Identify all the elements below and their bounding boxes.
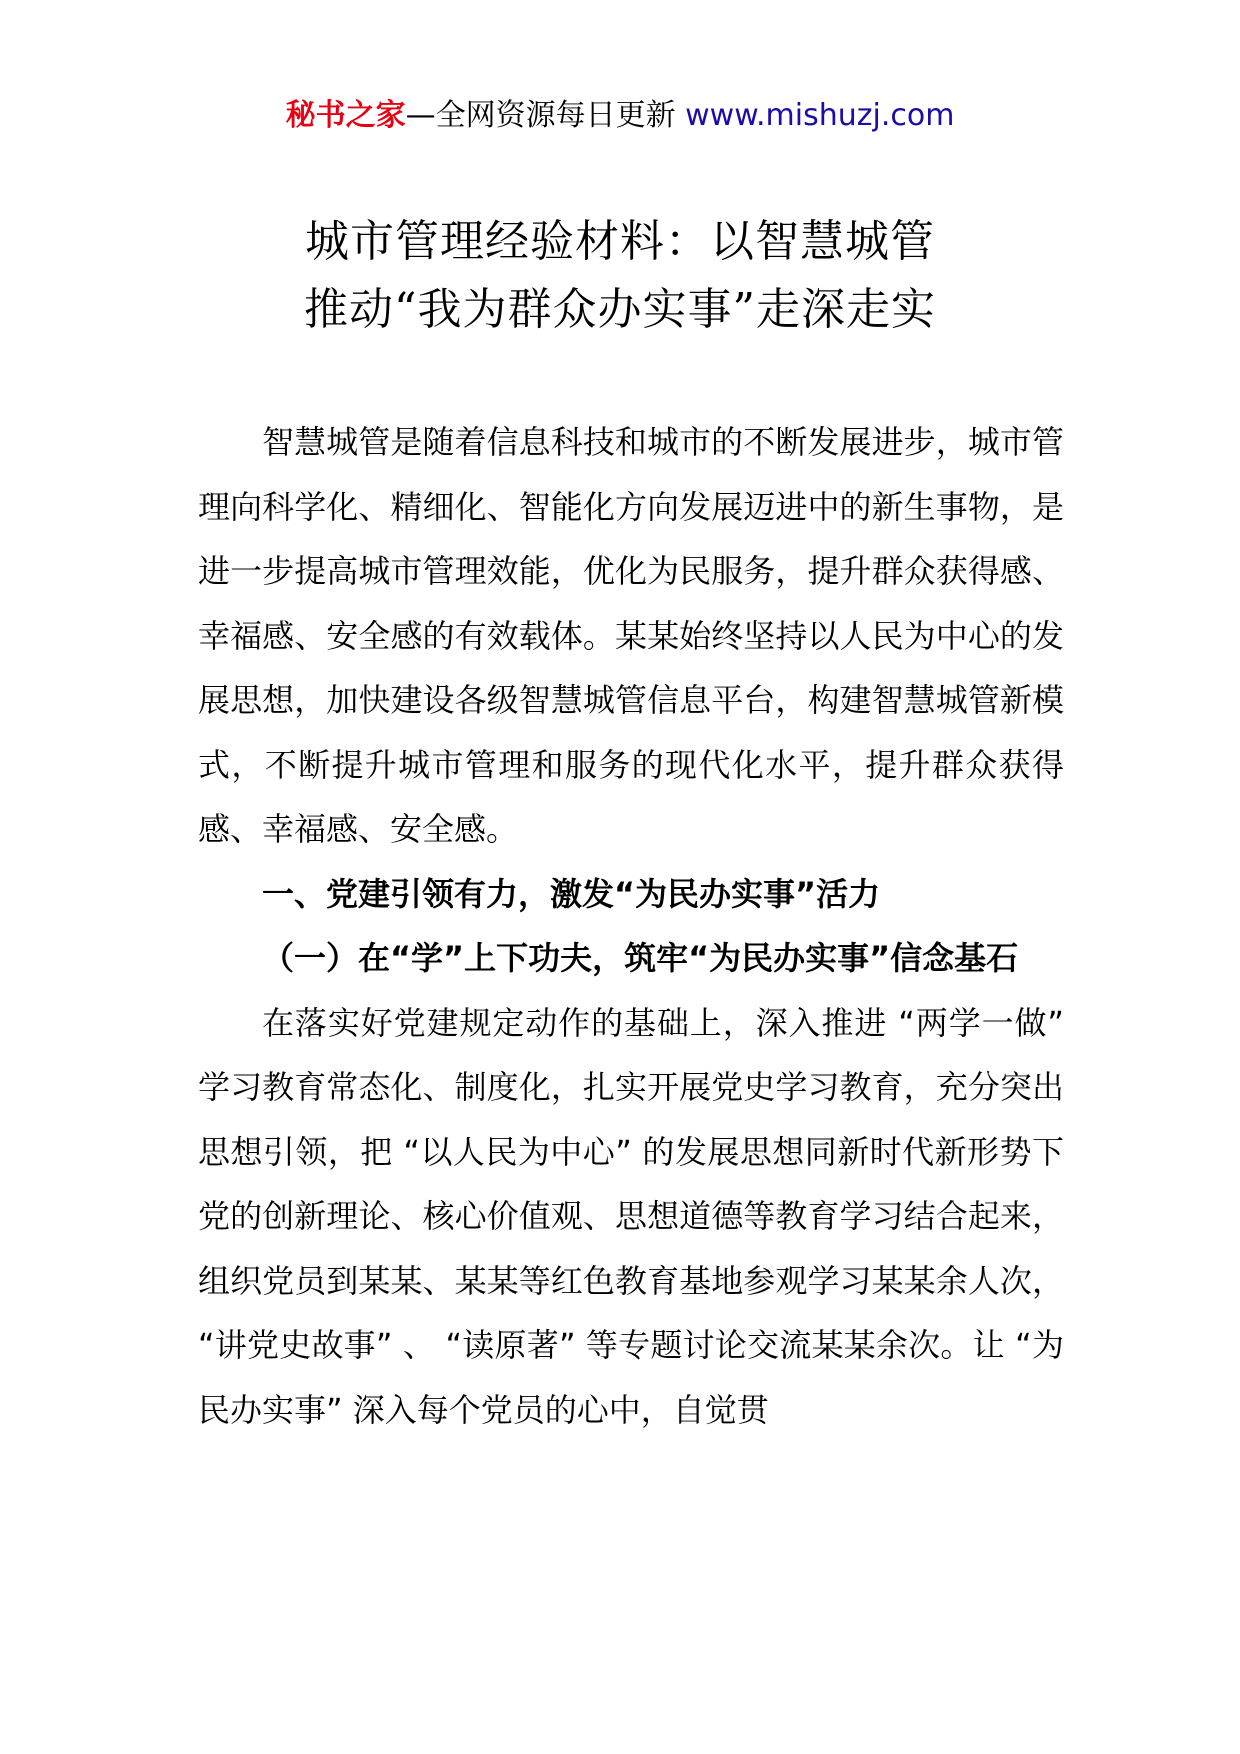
site-tagline: —全网资源每日更新 [405,98,686,133]
section-heading-1: 一、党建引领有力，激发“为民办实事”活力 [262,874,881,913]
title-line-2: 推动“我为群众办实事”走深走实 [304,284,936,335]
site-header [0,96,1240,136]
document-title [0,208,1240,344]
site-url-link[interactable]: www.mishuzj.com [685,98,955,133]
body-paragraph-2: 在落实好党建规定动作的基础上，深入推进 “两学一做” 学习教育常态化、制度化，扎实开展党史学习教育，充分突出思想引领，把 “以人民为中心” 的发展思想同新时代新形势下党的创新理论、核心价值观、思想道德等教育学习结合起来，组织党员到某某、某某等红色教育基地参观学习某某余人次， “讲党史故事” 、 “读原著” 等专题讨论交流某某余次。让 “为民办实事” 深入每个党员的心中，自觉贯 [198,1003,1064,1429]
title-line-1: 城市管理经验材料：以智慧城管 [305,216,935,267]
site-brand: 秘书之家 [285,98,406,133]
intro-paragraph: 智慧城管是随着信息科技和城市的不断发展进步，城市管理向科学化、精细化、智能化方向发展迈进中的新生事物，是进一步提高城市管理效能，优化为民服务，提升群众获得感、幸福感、安全感的有效载体。某某始终坚持以人民为中心的发展思想，加快建设各级智慧城管信息平台，构建智慧城管新模式，不断提升城市管理和服务的现代化水平，提升群众获得感、幸福感、安全感。 [198,423,1064,848]
subsection-heading-1: （一）在“学”上下功夫，筑牢“为民办实事”信念基石 [262,939,1019,977]
document-body [198,410,1064,1442]
